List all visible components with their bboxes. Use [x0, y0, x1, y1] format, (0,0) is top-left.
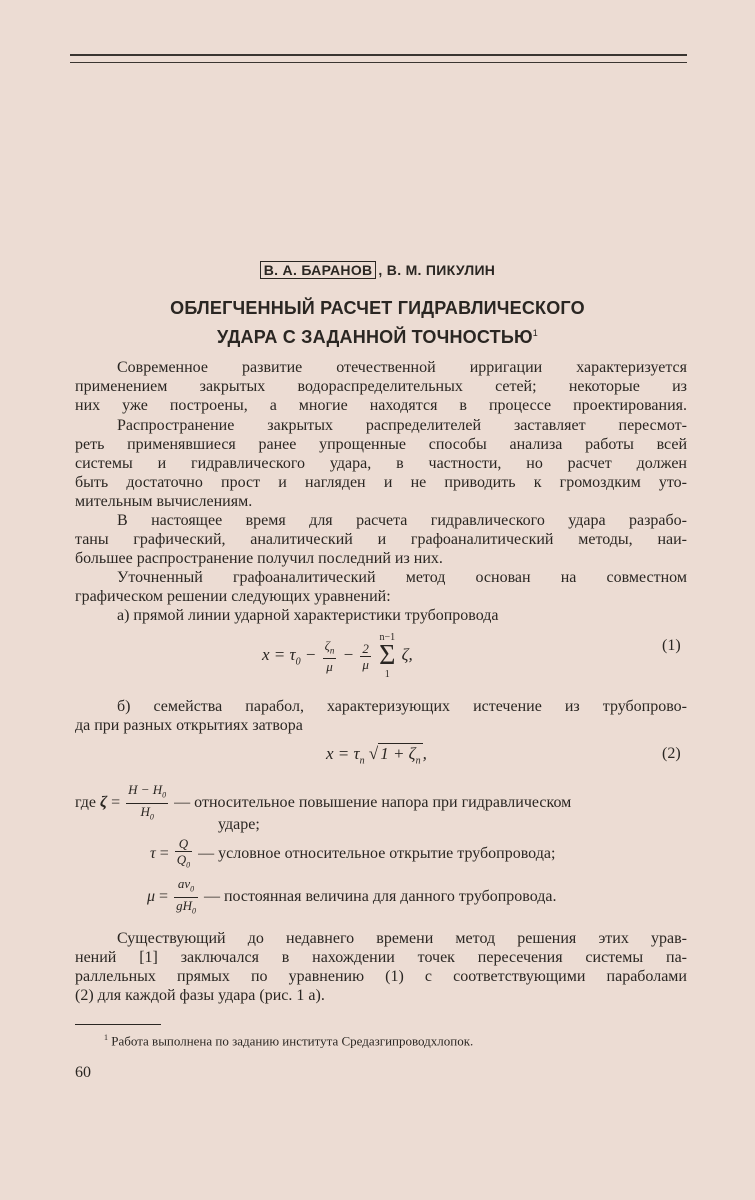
footnote-mark: 1	[104, 1033, 108, 1042]
definition-tau: τ = $\frac{Q}{Q_0}$ — условное относительное открытие трубопровода;	[150, 836, 555, 873]
page-number: 60	[75, 1064, 91, 1081]
article-title	[0, 296, 755, 350]
body-line: них уже построены, а многие находятся в процессе проектирования.	[75, 397, 687, 414]
equation-2: $x = \tau_п$ √ $1 + \zeta_п$ ,	[326, 744, 427, 767]
author-deceased-boxed: В. А. БАРАНОВ	[260, 261, 377, 279]
body-line: графическом решении следующих уравнений:	[75, 588, 391, 605]
fraction: $\frac{2}{\mu}$	[362, 640, 369, 672]
body-line: быть достаточно прост и нагляден и не приводить к громоздким уто-	[75, 474, 687, 491]
body-line: мительным вычислениям.	[75, 493, 253, 510]
footnote	[104, 1033, 473, 1049]
body-line: системы и гидравлического удара, в частности, но расчет должен	[75, 455, 687, 472]
definition-zeta: где ζ = $\frac{H - H_0}{H_0}$ — относительное повышение напора при гидравлическом	[75, 782, 571, 824]
body-line: Уточненный графоаналитический метод основан на совместном	[117, 569, 687, 586]
header-rule-top	[70, 54, 687, 56]
definition-mu: μ = $\frac{av_0}{gH_0}$ — постоянная величина для данного трубопровода.	[147, 876, 557, 918]
equation-number-2: (2)	[662, 745, 681, 762]
title-line-1: ОБЛЕГЧЕННЫЙ РАСЧЕТ ГИДРАВЛИЧЕСКОГО	[170, 298, 585, 318]
footnote-text: Работа выполнена по заданию института Средазгипроводхлопок.	[108, 1033, 474, 1049]
title-footnote-mark: 1	[532, 328, 538, 338]
equation-1: $x = \tau_0$ − $\frac{\zeta_п}{\mu}$ − $\frac{2}{\mu}$ n−1 Σ 1 ζ,	[262, 632, 413, 680]
body-line: раллельных прямых по уравнению (1) с соответствующими параболами	[75, 968, 687, 985]
fraction: $\frac{av_0}{gH_0}$	[176, 876, 196, 916]
body-line: Распространение закрытых распределителей заставляет пересмот-	[117, 417, 687, 434]
authors	[0, 262, 755, 278]
body-line: (2) для каждой фазы удара (рис. 1 а).	[75, 987, 325, 1004]
title-line-2: УДАРА С ЗАДАННОЙ ТОЧНОСТЬЮ$^1$	[217, 327, 538, 347]
body-line: применением закрытых водораспределительных сетей; некоторые из	[75, 378, 687, 395]
body-line: реть применявшиеся ранее упрощенные способы анализа работы всей	[75, 436, 687, 453]
fraction: $\frac{H - H_0}{H_0}$	[128, 782, 167, 822]
footnote-rule	[75, 1024, 161, 1025]
body-line: Современное развитие отечественной ирригации характеризуется	[117, 359, 687, 376]
body-line: Существующий до недавнего времени метод решения этих урав-	[117, 930, 687, 947]
author-coauthor: , В. М. ПИКУЛИН	[378, 262, 496, 278]
fraction: $\frac{Q}{Q_0}$	[176, 836, 191, 870]
body-line: В настоящее время для расчета гидравлического удара разрабо-	[117, 512, 687, 529]
summation-sign: n−1 Σ 1	[379, 632, 396, 680]
equation-number-1: (1)	[662, 637, 681, 654]
body-line: таны графический, аналитический и графоаналитический методы, наи-	[75, 531, 687, 548]
body-line: нений [1] заключался в нахождении точек пересечения системы па-	[75, 949, 687, 966]
list-item-b: б) семейства парабол, характеризующих истечение из трубопрово-	[117, 698, 687, 715]
header-rule-bottom	[70, 62, 687, 63]
fraction: $\frac{\zeta_п}{\mu}$	[324, 637, 335, 675]
list-item-a: а) прямой линии ударной характеристики трубопровода	[117, 607, 499, 624]
square-root: $1 + \zeta_п$	[380, 744, 421, 767]
body-line: большее распространение получил последний из них.	[75, 550, 443, 567]
list-item-b-cont: да при разных открытиях затвора	[75, 717, 303, 734]
definition-zeta-cont: ударе;	[218, 816, 260, 833]
